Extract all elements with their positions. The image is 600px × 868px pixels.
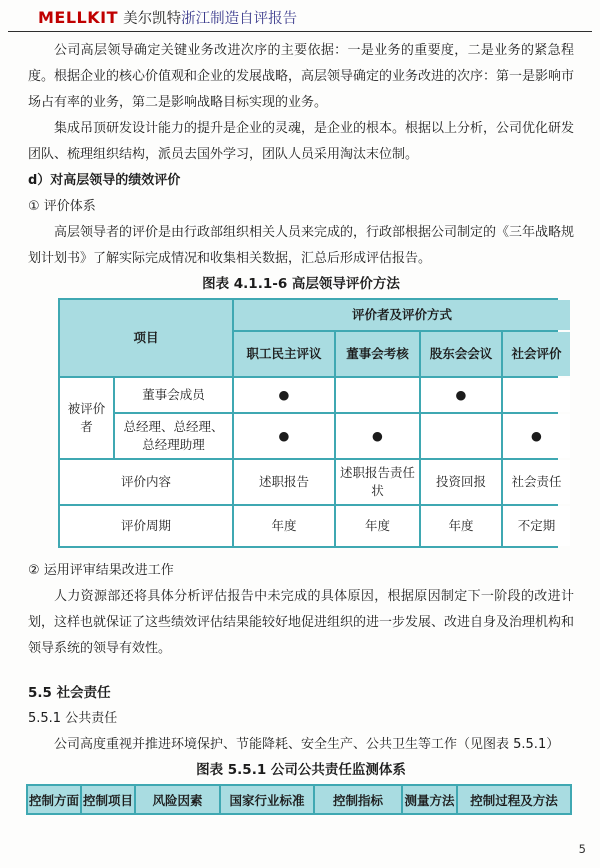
table1-col-header: 职工民主评议 bbox=[234, 332, 334, 376]
table1-row-group-label: 被评价者 bbox=[60, 378, 113, 458]
table2-col-header: 控制方面 bbox=[28, 786, 80, 813]
table1-value-cell: 年度 bbox=[234, 506, 334, 546]
table2-col-header: 测量方法 bbox=[403, 786, 456, 813]
heading-public-responsibility: 5.5.1 公共责任 bbox=[28, 711, 118, 726]
table1-corner-cell: 项目 bbox=[60, 300, 232, 376]
table1-mark-cell: ● bbox=[234, 378, 334, 412]
table1-col-header: 董事会考核 bbox=[336, 332, 419, 376]
paragraph-hr-analysis: 人力资源部还将具体分析评估报告中未完成的具体原因，根据原因制定下一阶段的改进计划，这样也就保证了这些绩效评估结果能较好地促进组织的进一步发展、改进自身及治理机构和领导系统的领导有效性。 bbox=[28, 589, 575, 656]
table1-mark-cell: ● bbox=[421, 378, 501, 412]
item-evaluation-system: ① 评价体系 bbox=[28, 199, 96, 214]
table2-col-header: 控制指标 bbox=[315, 786, 401, 813]
brand-logo-text: MELLKIT bbox=[38, 8, 119, 27]
table1-value-cell: 投资回报 bbox=[421, 460, 501, 504]
public-responsibility-table bbox=[26, 784, 572, 815]
table1-value-cell: 述职报告 bbox=[234, 460, 334, 504]
table1-row-label: 总经理、总经理、总经理助理 bbox=[115, 414, 232, 458]
table1-row-label: 评价内容 bbox=[60, 460, 232, 504]
page-content bbox=[28, 38, 574, 815]
table1-evaluator-group-header: 评价者及评价方式 bbox=[234, 300, 570, 330]
table2-col-header: 国家行业标准 bbox=[221, 786, 313, 813]
table1-row-label: 董事会成员 bbox=[115, 378, 232, 412]
page-header bbox=[8, 0, 592, 32]
table2-col-header: 控制过程及方法 bbox=[458, 786, 570, 813]
paragraph-rnd-capability: 集成吊顶研发设计能力的提升是企业的灵魂，是企业的根本。根据以上分析，公司优化研发团队、梳理组织结构，派员去国外学习，团队人员采用淘汰末位制。 bbox=[28, 121, 575, 162]
paragraph-evaluation-process: 高层领导者的评价是由行政部组织相关人员来完成的，行政部根据公司制定的《三年战略规划计划书》了解实际完成情况和收集相关数据，汇总后形成评估报告。 bbox=[28, 225, 575, 266]
table1-value-cell: 社会责任 bbox=[503, 460, 570, 504]
paragraph-public-work: 公司高度重视并推进环境保护、节能降耗、安全生产、公共卫生等工作（见图表 5.5.1） bbox=[54, 737, 560, 752]
table1-value-cell: 不定期 bbox=[503, 506, 570, 546]
paragraph-improvement-order: 公司高层领导确定关键业务改进次序的主要依据：一是业务的重要度，二是业务的紧急程度。根据企业的核心价值观和企业的发展战略，高层领导确定的业务改进的次序：第一是影响市场占有率的业务，第二是影响战略目标实现的业务。 bbox=[28, 43, 575, 110]
table2-col-header: 控制项目 bbox=[82, 786, 134, 813]
table1-row-label: 评价周期 bbox=[60, 506, 232, 546]
table1-mark-cell bbox=[503, 378, 570, 412]
table1-mark-cell: ● bbox=[503, 414, 570, 458]
table2-caption: 图表 5.5.1 公司公共责任监测体系 bbox=[196, 762, 406, 778]
table1-mark-cell: ● bbox=[336, 414, 419, 458]
page-number: 5 bbox=[578, 842, 586, 856]
table2-col-header: 风险因素 bbox=[136, 786, 219, 813]
heading-social-responsibility: 5.5 社会责任 bbox=[28, 685, 111, 701]
table1-mark-cell: ● bbox=[234, 414, 334, 458]
table1-col-header: 社会评价 bbox=[503, 332, 570, 376]
table1-value-cell: 年度 bbox=[336, 506, 419, 546]
table1-value-cell: 述职报告责任状 bbox=[336, 460, 419, 504]
leader-evaluation-table bbox=[58, 298, 562, 548]
table1-value-cell: 年度 bbox=[421, 506, 501, 546]
table1-col-header: 股东会会议 bbox=[421, 332, 501, 376]
heading-performance-evaluation: d）对高层领导的绩效评价 bbox=[28, 173, 181, 188]
table1-mark-cell bbox=[336, 378, 419, 412]
table1-mark-cell bbox=[421, 414, 501, 458]
item-review-results: ② 运用评审结果改进工作 bbox=[28, 563, 174, 578]
table1-caption: 图表 4.1.1-6 高层领导评价方法 bbox=[202, 276, 400, 292]
company-name: 美尔凯特 bbox=[123, 11, 182, 27]
report-title: 浙江制造自评报告 bbox=[181, 11, 298, 27]
